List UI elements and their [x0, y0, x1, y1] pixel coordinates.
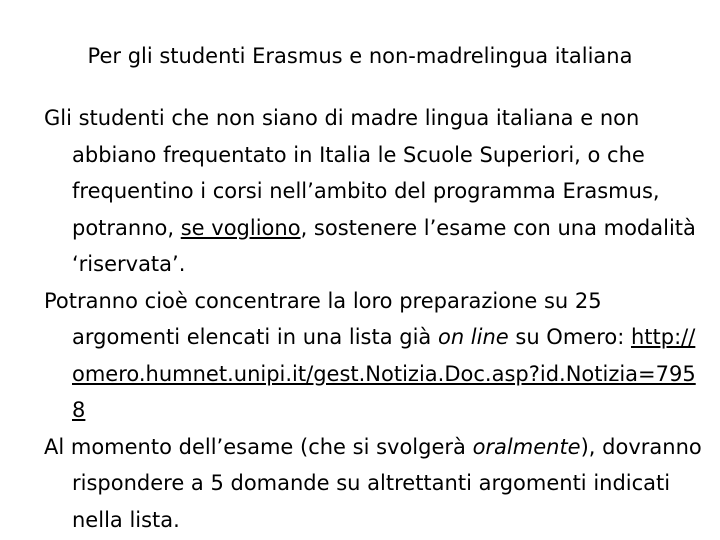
- paragraph-exam: [44, 429, 704, 539]
- paragraph-preparation: [44, 283, 704, 429]
- paragraph-2-text: Potranno cioè concentrare la loro preparazione su 25 argomenti elencati in una lista già: [44, 288, 602, 349]
- paragraph-1-text: Gli studenti che non siano di madre lingua italiana e non abbiano frequentato in Italia le Scuole Superiori, o che frequentino i corsi nell’ambito del programma Erasmus, potranno,: [44, 106, 660, 240]
- underlined-phrase: se vogliono: [180, 215, 301, 240]
- slide-title: Per gli studenti Erasmus e non-madrelingua italiana: [87, 44, 633, 68]
- paragraph-erasmus-students: [44, 100, 704, 283]
- slide-body: [44, 100, 704, 538]
- paragraph-3-text: Al momento dell’esame (che si svolgerà: [44, 434, 473, 459]
- paragraph-3-end: ), dovranno rispondere a 5 domande su altrettanti argomenti indicati nella lista.: [72, 434, 702, 532]
- italic-word-oralmente: oralmente: [472, 434, 581, 459]
- paragraph-2-end: su Omero:: [508, 325, 631, 349]
- paragraph-1-end: , sostenere l’esame con una modalità ‘riservata’.: [72, 215, 696, 276]
- italic-phrase-online: on line: [437, 325, 509, 349]
- omero-link[interactable]: http://omero.humnet.unipi.it/gest.Notizia.Doc.asp?id.Notizia=7958: [72, 325, 696, 422]
